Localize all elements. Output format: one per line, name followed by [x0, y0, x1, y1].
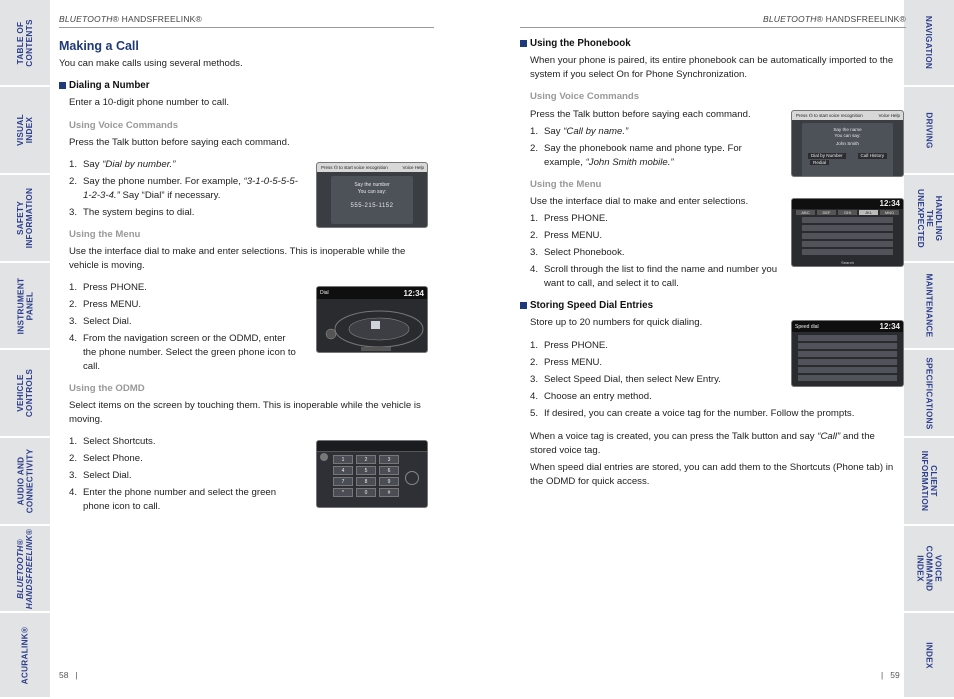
list-item[interactable] [798, 351, 897, 357]
menu-steps [530, 212, 780, 294]
list-item[interactable] [798, 335, 897, 341]
voice-heading: Using Voice Commands [69, 120, 179, 131]
screen-tag: Voice Help [878, 113, 900, 118]
left-running-header: BLUETOOTH® HANDSFREELINK® [59, 14, 203, 24]
dial-wheel-graphic [317, 299, 428, 353]
voice-heading: Using Voice Commands [530, 91, 640, 102]
keypad-key[interactable]: 5 [356, 466, 376, 475]
list-item: 2. Select Phone. [69, 453, 143, 464]
intro-text: You can make calls using several methods. [59, 58, 243, 69]
left-section-tabs [0, 0, 50, 699]
list-item: 4. From the navigation screen or the ODMD, enter the phone number. Select the green phone icon to call. [69, 333, 296, 372]
call-icon[interactable] [405, 471, 419, 485]
list-item: 1. Press PHONE. [69, 282, 147, 293]
list-item[interactable] [802, 217, 893, 223]
tab-handling-unexpected[interactable]: HANDLING THE UNEXPECTED [904, 175, 954, 263]
screen-line: John Smith [836, 141, 859, 146]
list-item: 1. Select Shortcuts. [69, 436, 156, 447]
keypad-key[interactable]: 3 [379, 455, 399, 464]
heading-marker [59, 82, 66, 89]
voice-name-screen [791, 110, 904, 177]
keypad [333, 455, 399, 497]
list-item: 3. The system begins to dial. [69, 207, 195, 218]
left-header-rule [59, 27, 434, 28]
tab-maintenance[interactable]: MAINTENANCE [904, 263, 954, 350]
dial-menu-screen [316, 286, 428, 353]
left-page-number: 58 | [59, 670, 78, 680]
right-header-rule [520, 27, 906, 28]
tab-safety-information[interactable]: SAFETY INFORMATION [0, 175, 50, 263]
screen-option[interactable]: Call History [858, 153, 887, 159]
screen-label: Dial [320, 290, 329, 296]
right-page-number: | 59 [881, 670, 900, 680]
voice-dial-screen [316, 162, 428, 228]
page-title: Making a Call [59, 39, 139, 53]
list-item[interactable] [798, 343, 897, 349]
dialing-text: Enter a 10-digit phone number to call. [69, 97, 229, 108]
list-item: 2. Press MENU. [69, 299, 142, 310]
speed-dial-text: Store up to 20 numbers for quick dialing. [530, 317, 703, 328]
tab-audio-connectivity[interactable]: AUDIO AND CONNECTIVITY [0, 438, 50, 526]
right-section-tabs [904, 0, 954, 699]
keypad-key[interactable]: 4 [333, 466, 353, 475]
screen-line: You can say: [834, 133, 861, 138]
keypad-key[interactable]: 1 [333, 455, 353, 464]
list-item[interactable] [802, 241, 893, 247]
tab-driving[interactable]: DRIVING [904, 87, 954, 175]
list-item: 1. Say “Call by name.” [530, 126, 629, 137]
tab-vehicle-controls[interactable]: VEHICLE CONTROLS [0, 350, 50, 438]
heading-marker [520, 40, 527, 47]
voice-text: Press the Talk button before saying each command. [530, 109, 751, 120]
tab-navigation[interactable]: NAVIGATION [904, 0, 954, 87]
screen-label: Speed dial [795, 323, 819, 330]
voice-tag-text: When a voice tag is created, you can press the Talk button and say “Call” and the stored voice tag. [530, 431, 875, 456]
list-item: 4. Enter the phone number and select the green phone icon to call. [69, 487, 277, 512]
keypad-key[interactable]: 9 [379, 477, 399, 486]
keypad-key[interactable]: 0 [356, 488, 376, 497]
list-item: 4. Choose an entry method. [530, 391, 652, 402]
keypad-key[interactable]: 8 [356, 477, 376, 486]
odmd-text: Select items on the screen by touching them. This is inoperable while the vehicle is moving. [69, 400, 421, 425]
tab-client-information[interactable]: CLIENT INFORMATION [904, 438, 954, 526]
tab-ghi[interactable]: GHI [838, 210, 857, 215]
list-item[interactable] [802, 233, 893, 239]
screen-line: You can say: [357, 189, 387, 195]
phonebook-list [792, 216, 903, 258]
list-item: 5. If desired, you can create a voice tag for the number. Follow the prompts. [530, 408, 855, 419]
menu-heading: Using the Menu [69, 229, 141, 240]
screen-option[interactable]: Redial [810, 160, 829, 165]
voice-steps [530, 125, 780, 173]
screen-banner: Press ☊ to start voice recognition [796, 113, 863, 118]
list-item: 1. Press PHONE. [530, 213, 608, 224]
phonebook-tabs [792, 209, 903, 216]
tab-index[interactable]: INDEX [904, 613, 954, 699]
tab-jkl[interactable]: JKL [859, 210, 878, 215]
dialing-heading: Dialing a Number [59, 80, 150, 91]
phonebook-heading: Using the Phonebook [520, 38, 631, 49]
speed-dial-list [792, 332, 903, 386]
list-item[interactable] [798, 359, 897, 365]
odmd-steps [69, 435, 294, 517]
screen-clock: 12:34 [792, 199, 903, 209]
phonebook-screen [791, 198, 904, 267]
list-item: 1. Press PHONE. [530, 340, 608, 351]
list-item[interactable] [798, 367, 897, 373]
screen-banner: Press ☊ to start voice recognition [321, 165, 388, 170]
heading-marker [520, 302, 527, 309]
list-item[interactable] [798, 375, 897, 381]
screen-clock: 12:34 [879, 322, 900, 331]
tab-specifications[interactable]: SPECIFICATIONS [904, 350, 954, 438]
tab-bluetooth-handsfreelink[interactable]: BLUETOOTH® HANDSFREELINK® [0, 526, 50, 613]
odmd-heading: Using the ODMD [69, 383, 145, 394]
menu-text: Use the interface dial to make and enter selections. [530, 196, 749, 207]
right-running-header: BLUETOOTH® HANDSFREELINK® [762, 14, 906, 24]
voice-text: Press the Talk button before saying each command. [69, 137, 290, 148]
speed-dial-heading: Storing Speed Dial Entries [520, 300, 653, 311]
list-item: 1. Say “Dial by number.” [69, 159, 176, 170]
screen-tag: Voice Help [402, 165, 424, 170]
list-item: 2. Press MENU. [530, 230, 603, 241]
menu-steps [69, 281, 301, 377]
list-item: 4. Scroll through the list to find the name and number you want to call, and select it to call. [530, 264, 778, 289]
list-item: 3. Select Speed Dial, then select New Entry. [530, 374, 721, 385]
screen-clock: 12:34 [403, 288, 424, 298]
menu-heading: Using the Menu [530, 179, 602, 190]
list-item: 2. Say the phonebook name and phone type. For example, “John Smith mobile.” [530, 143, 742, 168]
screen-option[interactable]: Dial by Number [808, 153, 846, 159]
list-item[interactable] [802, 249, 893, 255]
tab-acuralink[interactable]: ACURALINK® [0, 613, 50, 699]
menu-text: Use the interface dial to make and enter selections. This is inoperable while the vehicle is moving. [69, 246, 406, 271]
tab-instrument-panel[interactable]: INSTRUMENT PANEL [0, 263, 50, 350]
screen-line: Say the number [354, 182, 390, 188]
keypad-key[interactable]: # [379, 488, 399, 497]
list-item: 3. Select Dial. [69, 470, 132, 481]
screen-line: Say the name [833, 127, 862, 132]
odmd-keypad-screen [316, 440, 428, 508]
list-item[interactable] [802, 225, 893, 231]
tab-visual-index[interactable]: VISUAL INDEX [0, 87, 50, 175]
shortcut-text: When speed dial entries are stored, you can add them to the Shortcuts (Phone tab) in the ODMD for quick access. [530, 462, 894, 487]
phonebook-text: When your phone is paired, its entire phonebook can be automatically imported to the system if you select On for Phone Synchronization. [530, 55, 894, 80]
tab-mno[interactable]: MNO [880, 210, 899, 215]
voice-steps [69, 158, 301, 223]
keypad-key[interactable]: * [333, 488, 353, 497]
tab-abc[interactable]: ABC [796, 210, 815, 215]
tab-table-of-contents[interactable]: TABLE OF CONTENTS [0, 0, 50, 87]
tab-def[interactable]: DEF [817, 210, 836, 215]
search-label[interactable]: Search [841, 260, 854, 265]
screen-number: 555-215-1152 [350, 203, 394, 209]
list-item: 2. Say the phone number. For example, “3-1-0-5-5-5-1-2-3-4.” Say “Dial” if necessary. [69, 176, 298, 201]
list-item: 3. Select Phonebook. [530, 247, 625, 258]
tab-voice-command-index[interactable]: VOICE COMMAND INDEX [904, 526, 954, 613]
phone-icon [320, 453, 328, 461]
keypad-key[interactable]: 2 [356, 455, 376, 464]
keypad-key[interactable]: 6 [379, 466, 399, 475]
list-item: 3. Select Dial. [69, 316, 132, 327]
speed-dial-screen [791, 320, 904, 387]
keypad-key[interactable]: 7 [333, 477, 353, 486]
list-item: 2. Press MENU. [530, 357, 603, 368]
